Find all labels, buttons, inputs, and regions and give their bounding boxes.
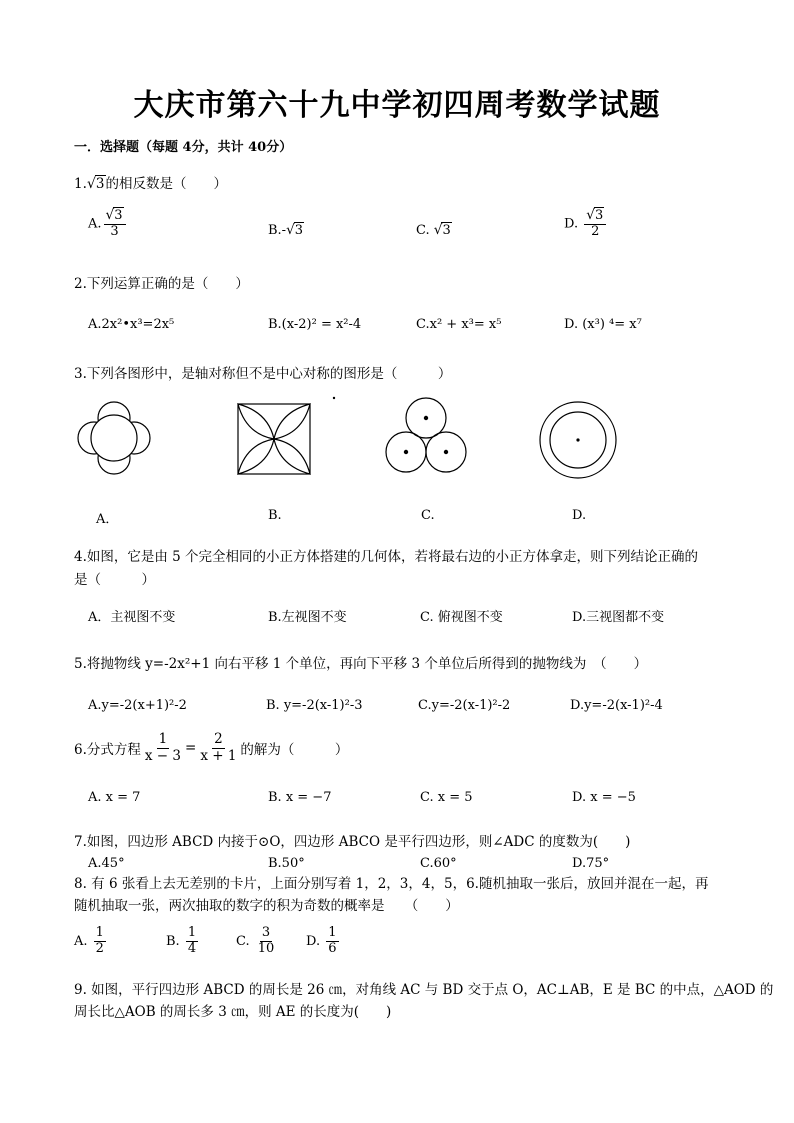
q8-option-c[interactable]: C. $\frac{3}{10}$	[236, 925, 275, 956]
q7-option-d[interactable]: D.75°	[572, 856, 610, 871]
q6-option-c[interactable]: C. x = 5	[420, 790, 473, 805]
question-number: 1.	[74, 176, 87, 192]
q4-option-c[interactable]: C. 俯视图不变	[420, 610, 503, 625]
figure-four-circles	[78, 402, 150, 474]
q2-option-a[interactable]: A.2x²•x³=2x⁵	[88, 317, 175, 332]
q1-option-c[interactable]: C. √3	[416, 222, 451, 238]
q6-option-a[interactable]: A. x = 7	[88, 790, 141, 805]
q1-option-d[interactable]: D. $\frac{√3}{2}$	[564, 208, 608, 240]
question-4-line-1: 4.如图，它是由 5 个完全相同的小正方体搭建的几何体，若将最右边的小正方体拿走，则下列结论正确的	[74, 549, 699, 565]
q7-option-a[interactable]: A.45°	[88, 856, 125, 871]
q5-option-b[interactable]: B. y=-2(x-1)²-3	[266, 698, 363, 713]
q7-option-c[interactable]: C.60°	[420, 856, 457, 871]
q3-option-a[interactable]: A．	[96, 512, 119, 527]
question-1	[74, 172, 227, 192]
question-5: 5.将抛物线 y=-2x²+1 向右平移 1 个单位，再向下平移 3 个单位后所得到的抛物线为 （ ）	[74, 656, 648, 672]
section-heading: 一．选择题（每题 4分，共计 40分）	[74, 140, 293, 155]
q5-option-c[interactable]: C.y=-2(x-1)²-2	[418, 698, 511, 713]
question-8-line-2: 随机抽取一张，两次抽取的数字的积为奇数的概率是 （ ）	[74, 898, 459, 914]
q8-option-d[interactable]: D. $\frac{1}{6}$	[306, 925, 337, 956]
q4-option-d[interactable]: D.三视图都不变	[572, 610, 665, 625]
fraction-right: $\frac{2}{x + 1}$	[200, 731, 237, 764]
q3-option-c[interactable]: C.	[421, 508, 435, 523]
question-8-line-1: 8. 有 6 张看上去无差别的卡片，上面分别写着 1，2，3，4，5，6.随机抽取一张后，放回并混在一起，再	[74, 876, 709, 892]
sqrt-expression: √3	[86, 176, 105, 192]
q7-option-b[interactable]: B.50°	[268, 856, 305, 871]
q2-option-b[interactable]: B.(x-2)² = x²-4	[268, 317, 362, 332]
q5-option-d[interactable]: D.y=-2(x-1)²-4	[570, 698, 663, 713]
q1-option-a[interactable]: A. $\frac{√3}{3}$	[88, 208, 128, 240]
question-6: 6.分式方程 $\frac{1}{x - 3}$ = $\frac{2}{x + 1}$ 的解为（ ）	[74, 731, 349, 764]
q8-option-b[interactable]: B. $\frac{1}{4}$	[166, 925, 197, 956]
page-title: 大庆市第六十九中学初四周考数学试题	[133, 88, 661, 123]
q4-option-b[interactable]: B.左视图不变	[268, 610, 347, 625]
question-9-line-1: 9. 如图，平行四边形 ABCD 的周长是 26 ㎝，对角线 AC 与 BD 交于点 O，AC⊥AB，E 是 BC 的中点，△AOD 的	[74, 982, 774, 998]
question-2: 2.下列运算正确的是（ ）	[74, 276, 249, 292]
fraction-left: $\frac{1}{x - 3}$	[144, 731, 181, 764]
question-text: 的相反数是（ ）	[105, 176, 228, 192]
q4-option-a[interactable]: A．主视图不变	[88, 610, 176, 625]
question-9-line-2: 周长比△AOB 的周长多 3 ㎝，则 AE 的长度为( )	[74, 1004, 392, 1020]
question-4-line-2: 是（ ）	[74, 572, 155, 588]
q3-option-d[interactable]: D.	[572, 508, 587, 523]
question-3: 3.下列各图形中，是轴对称但不是中心对称的图形是（ ）	[74, 366, 452, 382]
q1-option-b[interactable]: B.-√3	[268, 222, 304, 238]
figure-three-circles	[382, 396, 470, 476]
question-7: 7.如图，四边形 ABCD 内接于⊙O，四边形 ABCO 是平行四边形，则∠ADC 的度数为( )	[74, 834, 631, 850]
q3-option-b[interactable]: B.	[268, 508, 282, 523]
q6-option-b[interactable]: B. x = −7	[268, 790, 332, 805]
q6-option-d[interactable]: D. x = −5	[572, 790, 636, 805]
figure-concentric-circles	[538, 400, 618, 480]
figure-square-petals	[236, 402, 314, 476]
q2-option-d[interactable]: D. (x³) ⁴= x⁷	[564, 317, 642, 332]
q5-option-a[interactable]: A.y=-2(x+1)²-2	[88, 698, 187, 713]
q2-option-c[interactable]: C.x² + x³= x⁵	[416, 317, 502, 332]
q8-option-a[interactable]: A. $\frac{1}{2}$	[74, 925, 104, 956]
